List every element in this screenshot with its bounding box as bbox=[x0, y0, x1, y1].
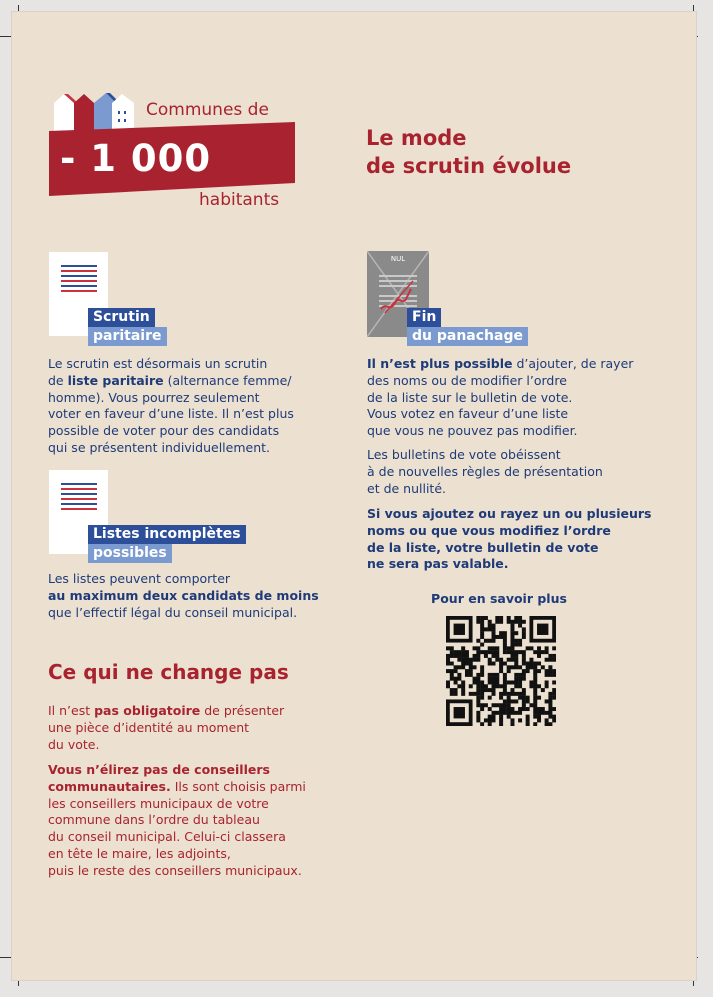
text-line: que vous ne pouvez pas modifier. bbox=[367, 423, 578, 439]
text-line: puis le reste des conseillers municipaux. bbox=[48, 862, 302, 878]
text-line bbox=[48, 373, 294, 390]
text-line: homme). Vous pourrez seulement bbox=[48, 389, 260, 405]
text-line: commune dans l’ordre du tableau bbox=[48, 812, 260, 828]
fin-text-1 bbox=[367, 356, 633, 440]
nochange-text-2 bbox=[48, 762, 306, 880]
text-bold: liste paritaire bbox=[67, 372, 164, 388]
text-line: Les bulletins de vote obéissent bbox=[367, 447, 561, 462]
text-line: noms ou que vous modifiez l’ordre bbox=[367, 522, 611, 538]
text-line: Les listes peuvent comporter bbox=[48, 571, 231, 586]
text-line: une pièce d’identité au moment bbox=[48, 719, 250, 735]
nochange-text-1 bbox=[48, 703, 284, 753]
text-line bbox=[48, 762, 306, 779]
text-line bbox=[48, 588, 319, 605]
text-line: et de nullité. bbox=[367, 480, 446, 496]
text-line: de la liste sur le bulletin de vote. bbox=[367, 389, 573, 405]
fin-text-3 bbox=[367, 506, 652, 573]
text-line: en tête le maire, les adjoints, bbox=[48, 845, 231, 861]
text-line: ne sera pas valable. bbox=[367, 556, 509, 572]
text-line bbox=[48, 703, 284, 720]
listes-text bbox=[48, 571, 319, 621]
banner-number: - 1 000 bbox=[60, 137, 212, 180]
banner-line3: habitants bbox=[199, 190, 280, 210]
tag-scrutin: Scrutin bbox=[88, 308, 155, 327]
text-line: de la liste, votre bulletin de vote bbox=[367, 539, 599, 555]
title-line1: Le mode bbox=[366, 126, 467, 150]
text-line bbox=[48, 779, 306, 796]
text-bold: au maximum deux candidats de moins bbox=[48, 587, 319, 603]
banner-line1: Communes de bbox=[146, 100, 269, 120]
text-line: voter en faveur d’une liste. Il n’est plus bbox=[48, 406, 294, 422]
text-line: possible de voter pour des candidats bbox=[48, 423, 280, 439]
crop-mark bbox=[0, 36, 12, 37]
nul-label: NUL bbox=[390, 255, 406, 263]
tag-listes: Listes incomplètes bbox=[88, 525, 246, 544]
text-line bbox=[367, 356, 633, 373]
title-line2: de scrutin évolue bbox=[366, 154, 572, 178]
section-title-nochange: Ce qui ne change pas bbox=[48, 660, 289, 684]
text-line: des noms ou de modifier l’ordre bbox=[367, 372, 567, 388]
text-bold: communautaires. bbox=[48, 778, 171, 794]
qr-code[interactable] bbox=[446, 616, 556, 726]
text-line: à de nouvelles règles de présentation bbox=[367, 463, 603, 479]
scrutin-text bbox=[48, 356, 294, 457]
text-bold: Vous n’élirez pas de conseillers bbox=[48, 762, 270, 777]
text-span: d’ajouter, de rayer bbox=[512, 356, 634, 371]
text-span: (alternance femme/ bbox=[163, 372, 292, 388]
fin-text-2 bbox=[367, 447, 603, 497]
text-span: de bbox=[48, 372, 68, 388]
tag-fin: Fin bbox=[407, 308, 441, 327]
text-line: les conseillers municipaux de votre bbox=[48, 795, 269, 811]
page-title bbox=[366, 124, 571, 180]
tag-possibles: possibles bbox=[88, 544, 172, 563]
text-line: Vous votez en faveur d’une liste bbox=[367, 406, 569, 422]
text-line: du vote. bbox=[48, 736, 100, 752]
more-label: Pour en savoir plus bbox=[431, 591, 567, 606]
text-line: du conseil municipal. Celui-ci classera bbox=[48, 829, 286, 845]
text-line: que l’effectif légal du conseil municipal. bbox=[48, 604, 298, 620]
text-span: Ils sont choisis parmi bbox=[170, 778, 306, 794]
tag-paritaire: paritaire bbox=[88, 327, 167, 346]
text-bold: pas obligatoire bbox=[94, 703, 201, 718]
text-span: Il n’est bbox=[48, 703, 95, 718]
tag-panachage: du panachage bbox=[407, 327, 528, 346]
crop-mark bbox=[0, 957, 12, 958]
text-line: Le scrutin est désormais un scrutin bbox=[48, 356, 268, 371]
text-bold: Il n’est plus possible bbox=[367, 356, 513, 371]
text-line: Si vous ajoutez ou rayez un ou plusieurs bbox=[367, 506, 652, 521]
text-span: de présenter bbox=[200, 703, 285, 718]
text-line: qui se présentent individuellement. bbox=[48, 439, 271, 455]
